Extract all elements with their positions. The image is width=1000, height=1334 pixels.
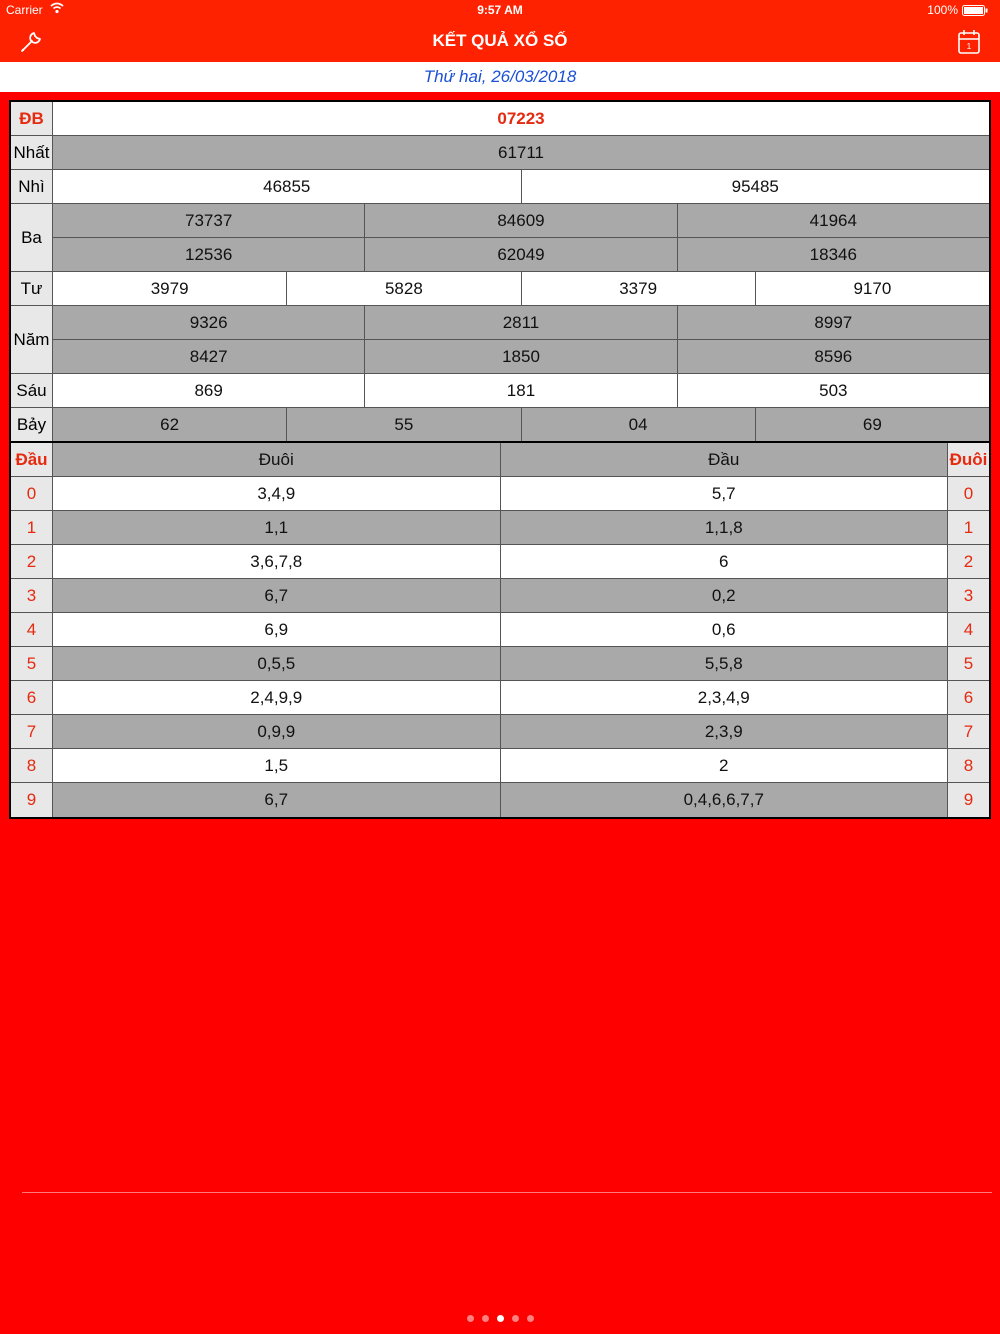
- loto-duoi-values: 1,5: [53, 749, 500, 782]
- page-indicator[interactable]: [0, 1315, 1000, 1322]
- loto-table: [9, 441, 991, 819]
- loto-row: [11, 715, 989, 749]
- loto-row: [11, 647, 989, 681]
- prize-number: 55: [286, 408, 520, 442]
- prize-number: 73737: [53, 204, 364, 237]
- prize-label: Sáu: [11, 374, 53, 407]
- divider: [22, 1192, 992, 1193]
- loto-dau-values: 2,3,4,9: [500, 681, 948, 714]
- page-dot[interactable]: [497, 1315, 504, 1322]
- loto-digit-right: 6: [947, 681, 989, 714]
- loto-digit: 9: [11, 783, 53, 817]
- prize-row: [11, 136, 989, 170]
- prize-number: 84609: [364, 204, 676, 237]
- prize-number: 9326: [53, 306, 364, 339]
- loto-duoi-values: 1,1: [53, 511, 500, 544]
- page-title: KẾT QUẢ XỔ SỐ: [432, 31, 568, 50]
- prize-number: 69: [755, 408, 989, 442]
- loto-header-dau-col: Đầu: [500, 443, 948, 476]
- loto-dau-values: 0,6: [500, 613, 948, 646]
- page-dot[interactable]: [482, 1315, 489, 1322]
- loto-duoi-values: 6,7: [53, 783, 500, 817]
- prize-number: 8596: [677, 340, 989, 373]
- prize-number: 18346: [677, 238, 989, 271]
- prize-label: Ba: [11, 204, 53, 271]
- loto-dau-values: 5,5,8: [500, 647, 948, 680]
- prize-number: 62049: [364, 238, 676, 271]
- loto-digit: 8: [11, 749, 53, 782]
- prize-number: 869: [53, 374, 364, 407]
- prize-row: [11, 102, 989, 136]
- prize-label: Bảy: [11, 408, 53, 442]
- prize-number: 62: [53, 408, 286, 442]
- prize-row: [11, 170, 989, 204]
- prize-label: Tư: [11, 272, 53, 305]
- prize-number: 41964: [677, 204, 989, 237]
- prize-number: 8427: [53, 340, 364, 373]
- loto-header-dau: Đầu: [11, 443, 53, 476]
- prize-number: 46855: [53, 170, 521, 203]
- loto-dau-values: 2,3,9: [500, 715, 948, 748]
- loto-digit-right: 9: [947, 783, 989, 817]
- loto-digit-right: 2: [947, 545, 989, 578]
- loto-duoi-values: 6,7: [53, 579, 500, 612]
- battery-icon: [962, 5, 988, 19]
- page-dot[interactable]: [512, 1315, 519, 1322]
- loto-duoi-values: 2,4,9,9: [53, 681, 500, 714]
- date-label[interactable]: Thứ hai, 26/03/2018: [0, 62, 1000, 92]
- prize-number: 95485: [521, 170, 990, 203]
- loto-dau-values: 2: [500, 749, 948, 782]
- loto-digit-right: 5: [947, 647, 989, 680]
- prize-number: 2811: [364, 306, 676, 339]
- calendar-icon[interactable]: [957, 29, 981, 55]
- loto-row: [11, 511, 989, 545]
- loto-digit-right: 7: [947, 715, 989, 748]
- prize-number: 9170: [755, 272, 989, 305]
- loto-row: [11, 783, 989, 817]
- prize-number: 1850: [364, 340, 676, 373]
- prize-number: 181: [364, 374, 676, 407]
- prize-number: 07223: [53, 102, 989, 135]
- prize-number: 503: [677, 374, 989, 407]
- prize-row: [11, 374, 989, 408]
- loto-dau-values: 0,4,6,6,7,7: [500, 783, 948, 817]
- carrier-label: Carrier: [6, 3, 43, 17]
- prize-number: 61711: [53, 136, 989, 169]
- prize-row: [11, 306, 989, 374]
- loto-digit: 1: [11, 511, 53, 544]
- prize-label: ĐB: [11, 102, 53, 135]
- loto-row: [11, 681, 989, 715]
- loto-duoi-values: 0,5,5: [53, 647, 500, 680]
- loto-header-duoi: Đuôi: [53, 443, 500, 476]
- loto-row: [11, 613, 989, 647]
- prize-label: Nhì: [11, 170, 53, 203]
- loto-dau-values: 6: [500, 545, 948, 578]
- loto-duoi-values: 6,9: [53, 613, 500, 646]
- loto-header-duoi-right: Đuôi: [947, 443, 989, 476]
- loto-digit: 6: [11, 681, 53, 714]
- prize-number: 12536: [53, 238, 364, 271]
- loto-dau-values: 0,2: [500, 579, 948, 612]
- prize-row: [11, 408, 989, 442]
- page-dot[interactable]: [467, 1315, 474, 1322]
- prize-number: 3379: [521, 272, 755, 305]
- loto-digit: 3: [11, 579, 53, 612]
- prize-row: [11, 204, 989, 272]
- loto-duoi-values: 0,9,9: [53, 715, 500, 748]
- loto-digit: 5: [11, 647, 53, 680]
- loto-digit-right: 3: [947, 579, 989, 612]
- results-table: [9, 100, 991, 444]
- loto-row: [11, 545, 989, 579]
- loto-digit: 7: [11, 715, 53, 748]
- status-time: 9:57 AM: [477, 3, 523, 17]
- loto-dau-values: 1,1,8: [500, 511, 948, 544]
- loto-digit: 0: [11, 477, 53, 510]
- loto-digit-right: 4: [947, 613, 989, 646]
- calendar-day: 1: [966, 42, 972, 51]
- nav-bar: [0, 20, 1000, 62]
- loto-digit-right: 8: [947, 749, 989, 782]
- prize-number: 3979: [53, 272, 286, 305]
- prize-row: [11, 272, 989, 306]
- loto-duoi-values: 3,6,7,8: [53, 545, 500, 578]
- loto-row: [11, 477, 989, 511]
- loto-digit-right: 1: [947, 511, 989, 544]
- battery-percent: 100%: [927, 3, 958, 17]
- page-dot[interactable]: [527, 1315, 534, 1322]
- prize-number: 8997: [677, 306, 989, 339]
- prize-label: Năm: [11, 306, 53, 373]
- loto-duoi-values: 3,4,9: [53, 477, 500, 510]
- prize-number: 04: [521, 408, 755, 442]
- loto-digit-right: 0: [947, 477, 989, 510]
- loto-header-row: [11, 443, 989, 477]
- loto-digit: 4: [11, 613, 53, 646]
- prize-number: 5828: [286, 272, 520, 305]
- loto-digit: 2: [11, 545, 53, 578]
- loto-dau-values: 5,7: [500, 477, 948, 510]
- wrench-icon[interactable]: [18, 29, 44, 55]
- loto-row: [11, 579, 989, 613]
- prize-label: Nhất: [11, 136, 53, 169]
- loto-row: [11, 749, 989, 783]
- status-bar: [0, 0, 1000, 20]
